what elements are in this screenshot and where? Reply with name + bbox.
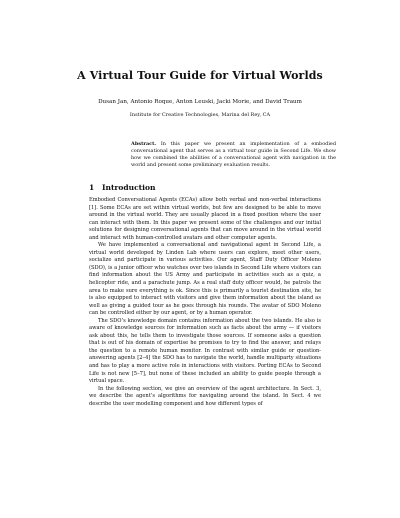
section-title: Introduction <box>102 183 156 192</box>
paragraph: Embodied Conversational Agents (ECAs) allow both verbal and non-verbal interactions [1]. Some ECAs are set within virtual worlds, but few are designed to be able to move around in the virtual world. They are usually placed in a fixed position where the user can interact with them. In this paper we present some of the challenges and our initial solutions for designing conversational agents that can move around in the virtual world and interact with human-controlled avatars and other computer agents. <box>89 197 321 241</box>
paper-title: A Virtual Tour Guide for Virtual Worlds <box>77 69 323 82</box>
section-number: 1 <box>89 183 95 192</box>
abstract-block <box>131 141 336 169</box>
section-heading <box>89 183 155 192</box>
paragraph: In the following section, we give an overview of the agent architecture. In Sect. 3, we describe the agent’s algorithms for navigating around the island. In Sect. 4 we describe the user modelling component and how different types of <box>89 385 321 407</box>
paragraph: The SDO’s knowledge domain contains information about the two islands. He also is aware of knowledge sources for information such as facts about the army — if visitors ask about this, he tells them to investigate those sources. If someone asks a question that is out of his domain of expertise he promises to try to find the answer, and relays the question to a remote human monitor. In contrast with similar guide or question-answering agents [2–4] the SDO has to navigate the world, handle multiparty situations and has to play a more active role in interactions with visitors. Porting ECAs to Second Life is not new [5–7], but none of these included an ability to guide people through a virtual space. <box>89 317 321 385</box>
abstract-text: In this paper we present an implementation of a embodied conversational agent that serves as a virtual tour guide in Second Life. We show how we combined the abilities of a conversational agent with navigation in the world and present some preliminary evaluation results. <box>131 141 336 168</box>
author-list: Dusan Jan, Antonio Roque, Anton Leuski, Jacki Morie, and David Traum <box>98 99 302 105</box>
affiliation: Institute for Creative Technologies, Marina del Rey, CA <box>129 112 271 118</box>
body-text <box>89 197 321 408</box>
abstract-label: Abstract. <box>131 141 157 147</box>
paragraph: We have implemented a conversational and navigational agent in Second Life, a virtual world developed by Linden Lab where users can explore, meet other users, socialize and participate in various activities. Our agent, Staff Duty Officer Moleno (SDO), is a junior officer who watches over two islands in Second Life where visitors can find information about the US Army and participate in activities such as a quiz, a helicopter ride, and a parachute jump. As a real staff duty officer would, he patrols the area to make sure everything is ok. Since this is primarily a tourist destination site, he is also equipped to interact with visitors and give them information about the island as well as giving a guided tour as he goes through his rounds. The avatar of SDO Moleno can be controlled either by our agent, or by a human operator. <box>89 242 321 317</box>
